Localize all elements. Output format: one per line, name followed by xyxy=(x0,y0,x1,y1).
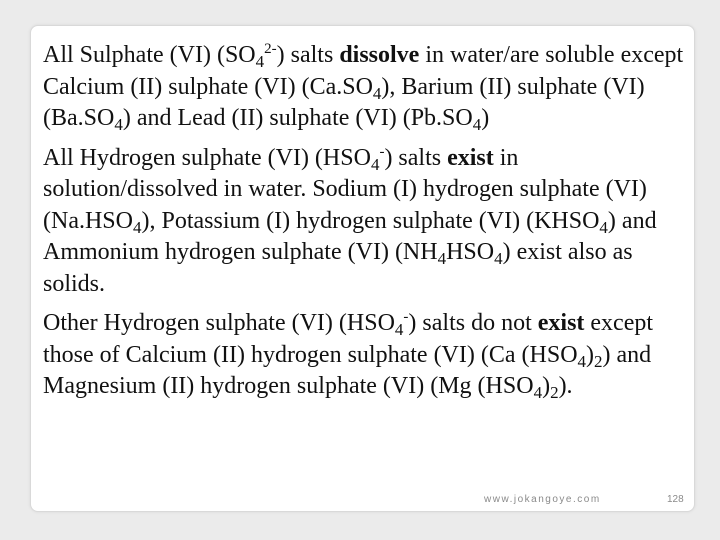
paragraph-hydrogen-sulphate-exist xyxy=(43,143,688,301)
subscript: 2 xyxy=(550,383,559,402)
text-run: All Hydrogen sulphate (VI) (HSO xyxy=(43,144,371,171)
subscript: 4 xyxy=(372,83,382,103)
bold-keyword: exist xyxy=(537,310,585,336)
subscript: 4 xyxy=(472,115,482,134)
subscript: 2 xyxy=(594,351,603,371)
superscript: - xyxy=(403,309,409,325)
subscript: 4 xyxy=(255,52,265,71)
text-run: All Sulphate (VI) (SO xyxy=(43,42,256,68)
slide-content xyxy=(43,40,688,411)
superscript: - xyxy=(379,143,385,160)
text-run: Other Hydrogen sulphate (VI) (HSO xyxy=(43,310,395,336)
text-run: ) and Ammonium hydrogen sulphate (VI) (NH xyxy=(43,207,657,265)
subscript: 4 xyxy=(577,351,587,371)
text-run: ) xyxy=(542,373,551,399)
text-run: ) salts xyxy=(276,42,340,68)
subscript: 4 xyxy=(114,115,123,134)
text-run: ) and Magnesium (II) hydrogen sulphate (VI) (Mg (HSO xyxy=(43,341,652,399)
subscript: 4 xyxy=(133,217,142,237)
slide-page-number: 128 xyxy=(667,494,684,505)
subscript: 4 xyxy=(394,320,404,339)
text-run: ) salts xyxy=(384,144,448,171)
text-run: ), Barium (II) sulphate (VI) (Ba.SO xyxy=(43,73,645,131)
text-run: except those of Calcium (II) hydrogen sulphate (VI) (Ca (HSO xyxy=(43,310,654,368)
paragraph-sulphate-solubility xyxy=(43,40,688,135)
slide-card xyxy=(30,25,695,512)
text-run: ) xyxy=(481,105,490,131)
text-run: HSO xyxy=(446,239,495,265)
subscript: 4 xyxy=(370,154,380,174)
text-run: in water/are soluble except Calcium (II) sulphate (VI) (Ca.SO xyxy=(43,42,684,100)
text-run: ) exist also as solids. xyxy=(43,239,633,297)
footer-website-url: www.jokangoye.com xyxy=(484,494,601,505)
text-run: ). xyxy=(558,373,573,399)
paragraph-hydrogen-sulphate-exceptions xyxy=(43,308,688,403)
text-run: ) xyxy=(586,341,595,368)
bold-keyword: exist xyxy=(447,144,494,171)
subscript: 4 xyxy=(599,217,608,237)
superscript: 2- xyxy=(264,41,277,57)
text-run: in solution/dissolved in water. Sodium (I) hydrogen sulphate (VI) (Na.HSO xyxy=(43,144,647,234)
bold-keyword: dissolve xyxy=(339,42,420,68)
subscript: 4 xyxy=(494,249,503,268)
text-run: ) and Lead (II) sulphate (VI) (Pb.SO xyxy=(122,105,473,131)
subscript: 4 xyxy=(533,383,543,402)
text-run: ), Potassium (I) hydrogen sulphate (VI) (KHSO xyxy=(141,207,600,234)
text-run: ) salts do not xyxy=(408,310,538,336)
subscript: 4 xyxy=(437,249,447,268)
